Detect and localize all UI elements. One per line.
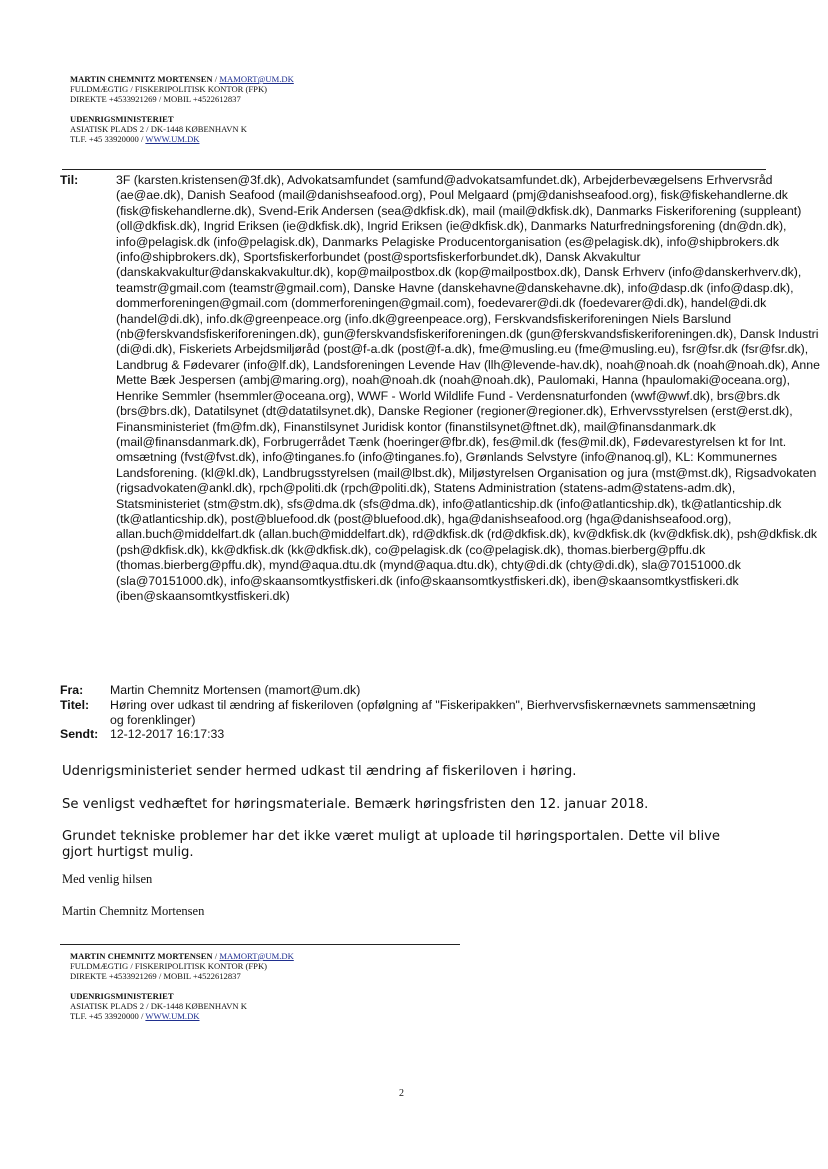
subject-value: Høring over udkast til ændring af fiskeriloven (opfølgning af "Fiskeripakken", Bierhvervsfiskernævnets sammensætning og forenklinger): [110, 698, 756, 728]
signature-web-link[interactable]: WWW.UM.DK: [145, 134, 200, 144]
subject-label: Titel:: [60, 698, 90, 712]
signature-name-line: [70, 951, 294, 961]
recipient-list: 3F (karsten.kristensen@3f.dk), Advokatsamfundet (samfund@advokatsamfundet.dk), Arbejderbevægelsens Erhvervsråd (ae@ae.dk), Danish Seafood (mail@danishseafood.org), Poul Melgaard (pmj@danishseafood.org), fisk@fiskehandlerne.dk (fisk@fiskehandlerne.dk), Svend-Erik Andersen (sea@dkfisk.dk), mail (mail@dkfisk.dk), Danmarks Fiskeriforening (suppleant) (oll@dkfisk.dk), Ingrid Eriksen (ie@dkfisk.dk), Ingrid Eriksen (ie@dkfisk.dk), Danmarks Naturfredningsforening (dn@dn.dk), info@pelagisk.dk (info@pelagisk.dk), Danmarks Pelagiske Producentorganisation (es@pelagisk.dk), info@shipbrokers.dk (info@shipbrokers.dk), Sportsfiskerforbundet (post@sportsfiskerforbundet.dk), Dansk Akvakultur (danskakvakultur@danskakvakultur.dk), kop@mailpostbox.dk (kop@mailpostbox.dk), Dansk Erhverv (info@danskerhverv.dk), teamstr@gmail.com (teamstr@gmail.com), Danske Havne (danskehavne@danskehavne.dk), info@dasp.dk (info@dasp.dk), dommerforeningen@gmail.com (dommerforeningen@gmail.com), foedevarer@di.dk (foedevarer@di.dk), handel@di.dk (handel@di.dk), info.dk@greenpeace.org (info.dk@greenpeace.org), Ferskvandsfiskeriforeningen Niels Barslund (nb@ferskvandsfiskeriforeningen.dk), gun@ferskvandsfiskeriforeningen.dk (gun@ferskvandsfiskeriforeningen.dk), Dansk Industri (di@di.dk), Fiskeriets Arbejdsmiljøråd (post@f-a.dk (post@f-a.dk), fme@musling.eu (fme@musling.eu), fsr@fsr.dk (fsr@fsr.dk), Landbrug & Fødevarer (info@lf.dk), Landsforeningen Levende Hav (llh@levende-hav.dk), noah@noah.dk (noah@noah.dk), Anne Mette Bæk Jespersen (ambj@maring.org), noah@noah.dk (noah@noah.dk), Paulomaki, Hanna (hpaulomaki@oceana.org), Henrike Semmler (hsemmler@oceana.org), WWF - World Wildlife Fund - Verdensnaturfonden (wwf@wwf.dk), brs@brs.dk (brs@brs.dk), Datatilsynet (dt@datatilsynet.dk), Danske Regioner (regioner@regioner.dk), Erhvervsstyrelsen (erst@erst.dk), Finansministeriet (fm@fm.dk), Finanstilsynet Juridisk kontor (finanstilsynet@ftnet.dk), mail@finansdanmark.dk (mail@finansdanmark.dk), Forbrugerrådet Tænk (hoeringer@fbr.dk), fes@mil.dk (fes@mil.dk), Fødevarestyrelsen kt for Int. omsætning (fvst@fvst.dk), info@tinganes.fo (info@tinganes.fo), Grønlands Selvstyre (info@nanoq.gl), KL: Kommunernes Landsforening. (kl@kl.dk), Landbrugsstyrelsen (mail@lbst.dk), Miljøstyrelsen Organisation og jura (mst@mst.dk), Rigsadvokaten (rigsadvokaten@ankl.dk), rpch@politi.dk (rpch@politi.dk), Statens Administration (statens-adm@statens-adm.dk), Statsministeriet (stm@stm.dk), sfs@dma.dk (sfs@dma.dk), info@atlanticship.dk (info@atlanticship.dk), tk@atlanticship.dk (tk@atlanticship.dk), post@bluefood.dk (post@bluefood.dk), hga@danishseafood.org (hga@danishseafood.org), allan.buch@middelfart.dk (allan.buch@middelfart.dk), rd@dkfisk.dk (rd@dkfisk.dk), kv@dkfisk.dk (kv@dkfisk.dk), psh@dkfisk.dk (psh@dkfisk.dk), kk@dkfisk.dk (kk@dkfisk.dk), co@pelagisk.dk (co@pelagisk.dk), thomas.bierberg@pffu.dk (thomas.bierberg@pffu.dk), mynd@aqua.dtu.dk (mynd@aqua.dtu.dk), chty@di.dk (chty@di.dk), sla@70151000.dk (sla@70151000.dk), info@skaansomtkystfiskeri.dk (info@skaansomtkystfiskeri.dk), iben@skaansomtkystfiskeri.dk (iben@skaansomtkystfiskeri.dk): [116, 173, 820, 603]
signature-divider: [60, 944, 460, 945]
signature-org: UDENRIGSMINISTERIET: [70, 114, 174, 124]
signature-phones: DIREKTE +4533921269 / MOBIL +4522612837: [70, 971, 241, 981]
signature-name-line: [70, 74, 294, 84]
signature-block-bottom: [70, 951, 294, 1021]
signature-title: FULDMÆGTIG / FISKERIPOLITISK KONTOR (FPK): [70, 961, 268, 971]
signature-tel-line: [70, 134, 294, 144]
signature-web-link[interactable]: WWW.UM.DK: [145, 1011, 200, 1021]
from-label: Fra:: [60, 683, 84, 697]
to-label: Til:: [60, 173, 79, 187]
from-value: Martin Chemnitz Mortensen (mamort@um.dk): [110, 683, 361, 697]
signature-phones: DIREKTE +4533921269 / MOBIL +4522612837: [70, 94, 241, 104]
signature-address: ASIATISK PLADS 2 / DK-1448 KØBENHAVN K: [70, 1001, 247, 1011]
greeting: Med venlig hilsen: [62, 872, 153, 886]
signature-separator: /: [212, 74, 220, 84]
signature-tel-line: [70, 1011, 294, 1021]
sent-value: 12-12-2017 16:17:33: [110, 727, 225, 741]
signature-address: ASIATISK PLADS 2 / DK-1448 KØBENHAVN K: [70, 124, 247, 134]
signature-email-link[interactable]: MAMORT@UM.DK: [219, 74, 294, 84]
signature-org: UDENRIGSMINISTERIET: [70, 991, 174, 1001]
sent-label: Sendt:: [60, 727, 99, 741]
body-paragraph-2: Se venligst vedhæftet for høringsmateriale. Bemærk høringsfristen den 12. januar 2018.: [62, 797, 649, 812]
signature-block-top: [70, 74, 294, 144]
signature-title: FULDMÆGTIG / FISKERIPOLITISK KONTOR (FPK): [70, 84, 268, 94]
sender-name: Martin Chemnitz Mortensen: [62, 904, 205, 918]
page-number: 2: [399, 1088, 404, 1099]
signature-email-link[interactable]: MAMORT@UM.DK: [219, 951, 294, 961]
body-paragraph-3: Grundet tekniske problemer har det ikke været muligt at uploade til høringsportalen. Dette vil blive gjort hurtigst mulig.: [62, 829, 721, 860]
body-paragraph-1: Udenrigsministeriet sender hermed udkast til ændring af fiskeriloven i høring.: [62, 764, 577, 779]
signature-tel: TLF. +45 33920000 /: [70, 1011, 146, 1021]
signature-tel: TLF. +45 33920000 /: [70, 134, 146, 144]
header-divider: [62, 169, 766, 170]
signature-name: MARTIN CHEMNITZ MORTENSEN: [70, 74, 213, 84]
signature-separator: /: [212, 951, 220, 961]
signature-name: MARTIN CHEMNITZ MORTENSEN: [70, 951, 213, 961]
